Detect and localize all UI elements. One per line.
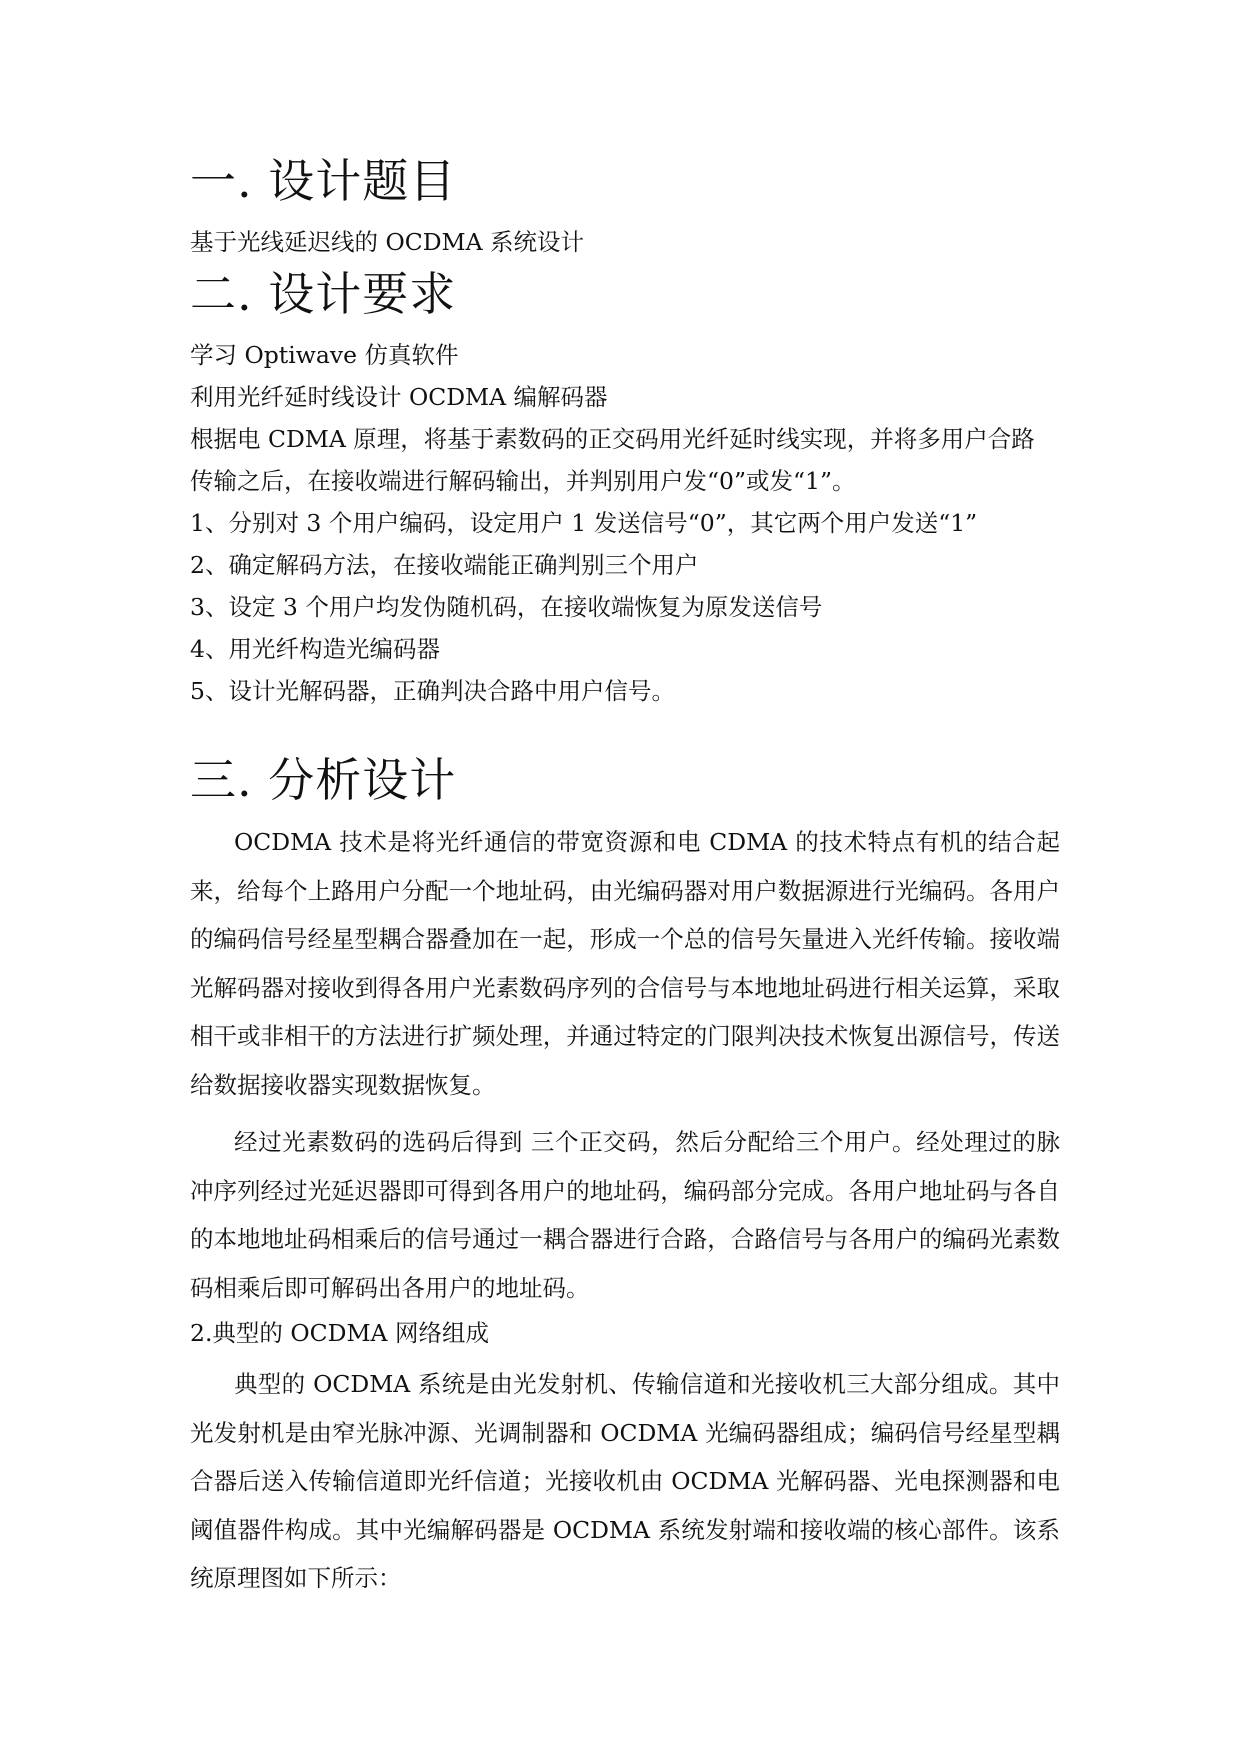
analysis-paragraph-1: OCDMA 技术是将光纤通信的带宽资源和电 CDMA 的技术特点有机的结合起来，给每个上路用户分配一个地址码，由光编码器对用户数据源进行光编码。各用户的编码信号经星型耦合器叠加在一起，形成一个总的信号矢量进入光纤传输。接收端光解码器对接收到得各用户光素数码序列的合信号与本地地址码进行相关运算，采取相干或非相干的方法进行扩频处理，并通过特定的门限判决技术恢复出源信号，传送给数据接收器实现数据恢复。 (190, 828, 1060, 1099)
requirement-line: 根据电 CDMA 原理，将基于素数码的正交码用光纤延时线实现，并将多用户合路 (190, 425, 1035, 453)
section-1-body: 基于光线延迟线的 OCDMA 系统设计 (190, 228, 585, 256)
section-2-heading: 二. 设计要求 (190, 267, 457, 321)
requirement-line: 5、设计光解码器，正确判决合路中用户信号。 (190, 677, 675, 705)
section-1-heading: 一. 设计题目 (190, 154, 457, 208)
requirement-line: 2、确定解码方法，在接收端能正确判别三个用户 (190, 551, 699, 579)
requirement-line: 3、设定 3 个用户均发伪随机码，在接收端恢复为原发送信号 (190, 593, 823, 621)
section-3-heading: 三. 分析设计 (190, 753, 457, 807)
requirement-line: 传输之后，在接收端进行解码输出，并判别用户发“0”或发“1”。 (190, 467, 856, 495)
requirement-line: 4、用光纤构造光编码器 (190, 635, 440, 663)
requirement-line: 利用光纤延时线设计 OCDMA 编解码器 (190, 383, 608, 411)
analysis-paragraph-3: 典型的 OCDMA 系统是由光发射机、传输信道和光接收机三大部分组成。其中光发射机是由窄光脉冲源、光调制器和 OCDMA 光编码器组成；编码信号经星型耦合器后送入传输信道即光纤信道；光接收机由 OCDMA 光解码器、光电探测器和电阈值器件构成。其中光编解码器是 OCDMA 系统发射端和接收端的核心部件。该系统原理图如下所示： (190, 1370, 1060, 1592)
requirement-line: 1、分别对 3 个用户编码，设定用户 1 发送信号“0”，其它两个用户发送“1” (190, 509, 978, 537)
section-3-subheading: 2.典型的 OCDMA 网络组成 (190, 1319, 489, 1347)
analysis-paragraph-2: 经过光素数码的选码后得到 三个正交码，然后分配给三个用户。经处理过的脉冲序列经过光延迟器即可得到各用户的地址码，编码部分完成。各用户地址码与各自的本地地址码相乘后的信号通过一耦合器进行合路，合路信号与各用户的编码光素数码相乘后即可解码出各用户的地址码。 (190, 1128, 1060, 1302)
requirement-line: 学习 Optiwave 仿真软件 (190, 341, 459, 369)
